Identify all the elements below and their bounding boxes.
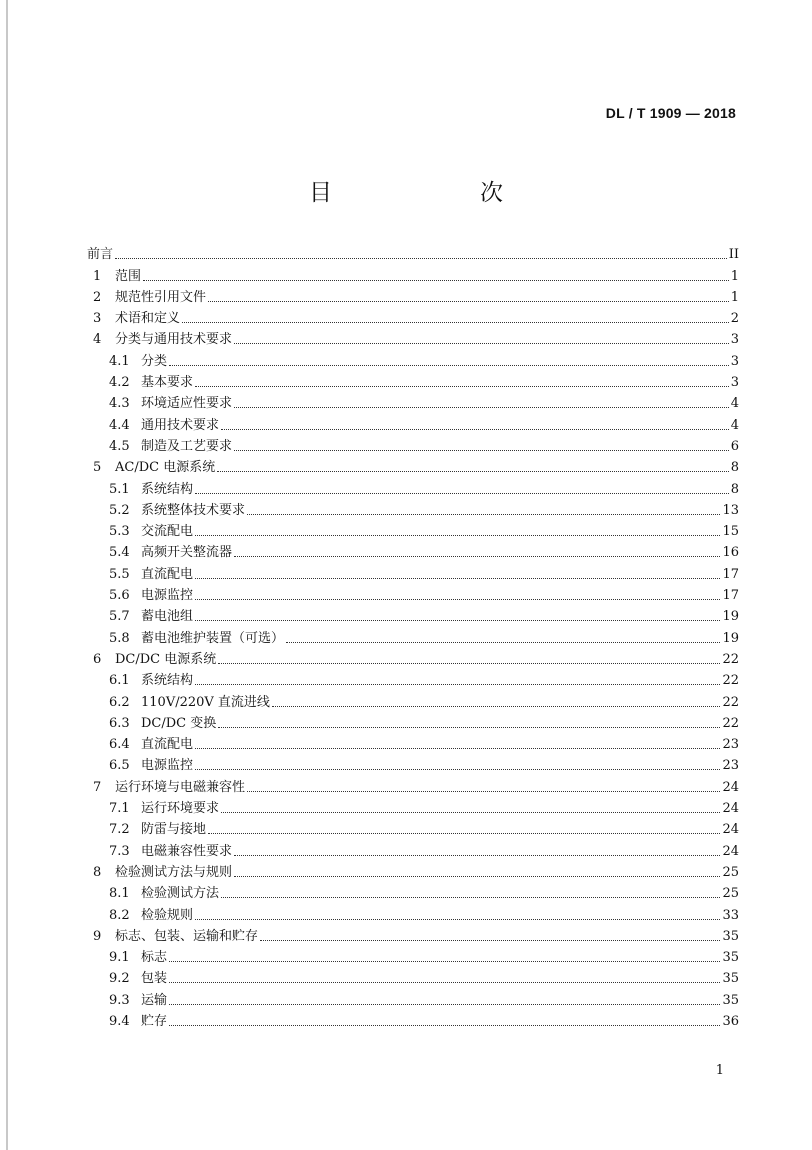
toc-entry-number: 4.4: [109, 417, 130, 433]
toc-entry-title: 检验规则: [141, 907, 194, 923]
toc-entry-number: 6: [93, 651, 102, 667]
toc-entry[interactable]: [87, 604, 739, 625]
toc-entry[interactable]: [87, 753, 739, 774]
toc-entry-title: 标志、包装、运输和贮存: [115, 928, 259, 944]
dot-leader: [195, 620, 720, 621]
toc-entry-title: 制造及工艺要求: [141, 438, 233, 454]
toc-entry-page: 36: [722, 1013, 739, 1029]
toc-entry-page: 24: [722, 822, 739, 838]
dot-leader: [221, 812, 720, 813]
toc-entry-page: 24: [722, 843, 739, 859]
toc-entry-title: 直流配电: [141, 566, 194, 582]
toc-entry-page: 15: [722, 524, 739, 540]
toc-entry-number: 8.2: [109, 907, 130, 923]
toc-entry[interactable]: [87, 285, 739, 306]
toc-entry-title: 检验测试方法与规则: [115, 864, 233, 880]
toc-entry-title: 检验测试方法: [141, 886, 220, 902]
toc-entry[interactable]: [87, 306, 739, 327]
toc-entry[interactable]: [87, 476, 739, 497]
toc-entry[interactable]: [87, 263, 739, 284]
dot-leader: [195, 919, 720, 920]
toc-entry-number: 2: [93, 289, 102, 305]
dot-leader: [247, 514, 720, 515]
dot-leader: [234, 855, 720, 856]
toc-entry[interactable]: [87, 689, 739, 710]
dot-leader: [234, 407, 729, 408]
toc-entry-title: 系统整体技术要求: [141, 502, 246, 518]
toc-entry-page: 4: [730, 417, 739, 433]
toc-entry-number: 5.4: [109, 545, 130, 561]
toc-entry-page: 1: [730, 268, 739, 284]
toc-entry-title: AC/DC 电源系统: [115, 460, 216, 476]
toc-entry-number: 8.1: [109, 886, 130, 902]
dot-leader: [234, 876, 720, 877]
toc-entry-title: 高频开关整流器: [141, 545, 233, 561]
toc-entry[interactable]: [87, 881, 739, 902]
toc-entry[interactable]: [87, 583, 739, 604]
toc-entry[interactable]: [87, 1009, 739, 1030]
toc-entry-number: 5.8: [109, 630, 130, 646]
toc-entry-page: 22: [722, 651, 739, 667]
toc-entry-number: 6.3: [109, 715, 130, 731]
toc-entry[interactable]: [87, 498, 739, 519]
dot-leader: [195, 386, 729, 387]
toc-entry[interactable]: [87, 327, 739, 348]
toc-entry-title: DC/DC 变换: [141, 715, 217, 731]
toc-entry-page: 1: [730, 289, 739, 305]
toc-entry-title: 蓄电池维护装置（可选）: [141, 630, 285, 646]
toc-entry-number: 4.1: [109, 353, 130, 369]
dot-leader: [221, 429, 729, 430]
toc-entry-number: 7: [93, 779, 102, 795]
toc-entry[interactable]: [87, 647, 739, 668]
toc-entry[interactable]: [87, 732, 739, 753]
toc-entry-title: 运行环境与电磁兼容性: [115, 779, 246, 795]
toc-entry-title: 电源监控: [141, 758, 194, 774]
toc-entry-page: 6: [730, 438, 739, 454]
toc-entry[interactable]: [87, 348, 739, 369]
dot-leader: [218, 727, 720, 728]
toc-entry-title: 通用技术要求: [141, 417, 220, 433]
toc-entry-number: 1: [93, 268, 102, 284]
toc-entry-page: 8: [730, 460, 739, 476]
toc-entry-number: 5.6: [109, 588, 130, 604]
dot-leader: [195, 748, 720, 749]
toc-entry[interactable]: [87, 370, 739, 391]
toc-entry-number: 5.3: [109, 524, 130, 540]
dot-leader: [195, 684, 720, 685]
toc-entry-number: 6.1: [109, 673, 130, 689]
toc-entry-title: 运行环境要求: [141, 801, 220, 817]
toc-entry-number: 8: [93, 864, 102, 880]
toc-entry-number: 4: [93, 332, 102, 348]
standard-code: DL / T 1909 — 2018: [605, 105, 736, 121]
dot-leader: [195, 769, 720, 770]
toc-entry-number: 5.1: [109, 481, 130, 497]
toc-entry-page: 4: [730, 396, 739, 412]
toc-entry-number: 7.1: [109, 801, 130, 817]
dot-leader: [217, 471, 729, 472]
dot-leader: [169, 1004, 720, 1005]
toc-entry-page: 35: [722, 992, 739, 1008]
dot-leader: [195, 493, 729, 494]
toc-entry-title: 术语和定义: [115, 311, 181, 327]
toc-entry-title: 包装: [141, 971, 168, 987]
toc-entry-title: 标志: [141, 950, 168, 966]
toc-entry-page: 19: [722, 609, 739, 625]
toc-entry-page: 25: [722, 886, 739, 902]
dot-leader: [272, 706, 721, 707]
page-number: 1: [715, 1063, 724, 1078]
toc-entry-number: 4.3: [109, 396, 130, 412]
toc-entry-title: 环境适应性要求: [141, 396, 233, 412]
toc-entry-page: 25: [722, 864, 739, 880]
toc-entry-number: 3: [93, 311, 102, 327]
toc-entry-page: 35: [722, 950, 739, 966]
toc-entry[interactable]: [87, 945, 739, 966]
page-title: 目 次: [309, 180, 537, 206]
dot-leader: [195, 578, 720, 579]
table-of-contents: [87, 242, 739, 1030]
toc-entry-title: 运输: [141, 992, 168, 1008]
dot-leader: [143, 280, 729, 281]
toc-entry-page: 2: [730, 311, 739, 327]
toc-entry-title: 系统结构: [141, 673, 194, 689]
toc-entry-title: 贮存: [141, 1013, 168, 1029]
toc-entry[interactable]: [87, 860, 739, 881]
dot-leader: [234, 343, 729, 344]
toc-entry-title: DC/DC 电源系统: [115, 651, 217, 667]
dot-leader: [169, 1025, 720, 1026]
toc-entry-number: 5.7: [109, 609, 130, 625]
toc-entry-number: 7.3: [109, 843, 130, 859]
toc-entry-title: 防雷与接地: [141, 822, 207, 838]
dot-leader: [208, 833, 720, 834]
toc-entry-number: 6.5: [109, 758, 130, 774]
toc-entry[interactable]: [87, 625, 739, 646]
toc-entry-page: 24: [722, 801, 739, 817]
toc-entry[interactable]: [87, 774, 739, 795]
toc-entry-title: 范围: [115, 268, 142, 284]
toc-entry-page: 13: [722, 502, 739, 518]
toc-entry[interactable]: [87, 711, 739, 732]
dot-leader: [221, 897, 720, 898]
toc-entry[interactable]: [87, 966, 739, 987]
dot-leader: [182, 322, 729, 323]
toc-entry-page: 3: [730, 375, 739, 391]
toc-entry-title: 基本要求: [141, 375, 194, 391]
toc-entry-title: 系统结构: [141, 481, 194, 497]
toc-entry-page: 8: [730, 481, 739, 497]
toc-entry-number: 9.4: [109, 1013, 130, 1029]
toc-entry[interactable]: [87, 924, 739, 945]
toc-entry-number: 6.2: [109, 694, 130, 710]
toc-entry-number: 4.2: [109, 375, 130, 391]
toc-entry-title: 电磁兼容性要求: [141, 843, 233, 859]
toc-entry[interactable]: [87, 519, 739, 540]
toc-entry-number: 7.2: [109, 822, 130, 838]
dot-leader: [169, 365, 729, 366]
toc-entry[interactable]: [87, 242, 739, 263]
toc-entry-number: 9.3: [109, 992, 130, 1008]
toc-entry-page: 19: [722, 630, 739, 646]
dot-leader: [195, 535, 720, 536]
toc-entry-number: 5: [93, 460, 102, 476]
toc-entry[interactable]: [87, 412, 739, 433]
toc-entry-page: 35: [722, 928, 739, 944]
toc-entry-page: II: [728, 247, 739, 263]
toc-entry-number: 5.2: [109, 502, 130, 518]
toc-entry[interactable]: [87, 838, 739, 859]
toc-entry-page: 35: [722, 971, 739, 987]
toc-entry[interactable]: [87, 561, 739, 582]
toc-entry-page: 3: [730, 332, 739, 348]
dot-leader: [286, 642, 720, 643]
toc-entry-page: 23: [722, 758, 739, 774]
toc-entry-title: 直流配电: [141, 737, 194, 753]
toc-entry[interactable]: [87, 796, 739, 817]
toc-entry-page: 22: [722, 715, 739, 731]
dot-leader: [169, 982, 720, 983]
toc-entry-title: 蓄电池组: [141, 609, 194, 625]
dot-leader: [208, 301, 729, 302]
toc-entry-title: 分类: [141, 353, 168, 369]
toc-entry[interactable]: [87, 817, 739, 838]
dot-leader: [115, 258, 727, 259]
dot-leader: [234, 450, 729, 451]
toc-entry-number: 5.5: [109, 566, 130, 582]
toc-entry-number: 9.2: [109, 971, 130, 987]
toc-entry-page: 22: [722, 694, 739, 710]
toc-entry-page: 24: [722, 779, 739, 795]
toc-entry[interactable]: [87, 391, 739, 412]
toc-entry-page: 23: [722, 737, 739, 753]
toc-entry[interactable]: [87, 455, 739, 476]
toc-entry-title: 分类与通用技术要求: [115, 332, 233, 348]
dot-leader: [169, 961, 720, 962]
toc-entry-page: 33: [722, 907, 739, 923]
toc-entry-page: 17: [722, 588, 739, 604]
toc-entry-title: 前言: [87, 247, 114, 263]
toc-entry-page: 22: [722, 673, 739, 689]
toc-entry-title: 交流配电: [141, 524, 194, 540]
dot-leader: [260, 940, 720, 941]
toc-entry-title: 110V/220V 直流进线: [141, 694, 270, 710]
toc-entry-number: 6.4: [109, 737, 130, 753]
toc-entry[interactable]: [87, 987, 739, 1008]
dot-leader: [218, 663, 720, 664]
toc-entry[interactable]: [87, 902, 739, 923]
toc-entry[interactable]: [87, 434, 739, 455]
dot-leader: [195, 599, 720, 600]
toc-entry-number: 9: [93, 928, 102, 944]
toc-entry-title: 电源监控: [141, 588, 194, 604]
toc-entry[interactable]: [87, 668, 739, 689]
toc-entry-number: 9.1: [109, 950, 130, 966]
binding-edge-line: [6, 0, 8, 1150]
toc-entry-title: 规范性引用文件: [115, 289, 207, 305]
dot-leader: [234, 556, 720, 557]
toc-entry-page: 17: [722, 566, 739, 582]
toc-entry-page: 3: [730, 353, 739, 369]
dot-leader: [247, 791, 720, 792]
toc-entry[interactable]: [87, 540, 739, 561]
toc-entry-page: 16: [722, 545, 739, 561]
toc-entry-number: 4.5: [109, 438, 130, 454]
